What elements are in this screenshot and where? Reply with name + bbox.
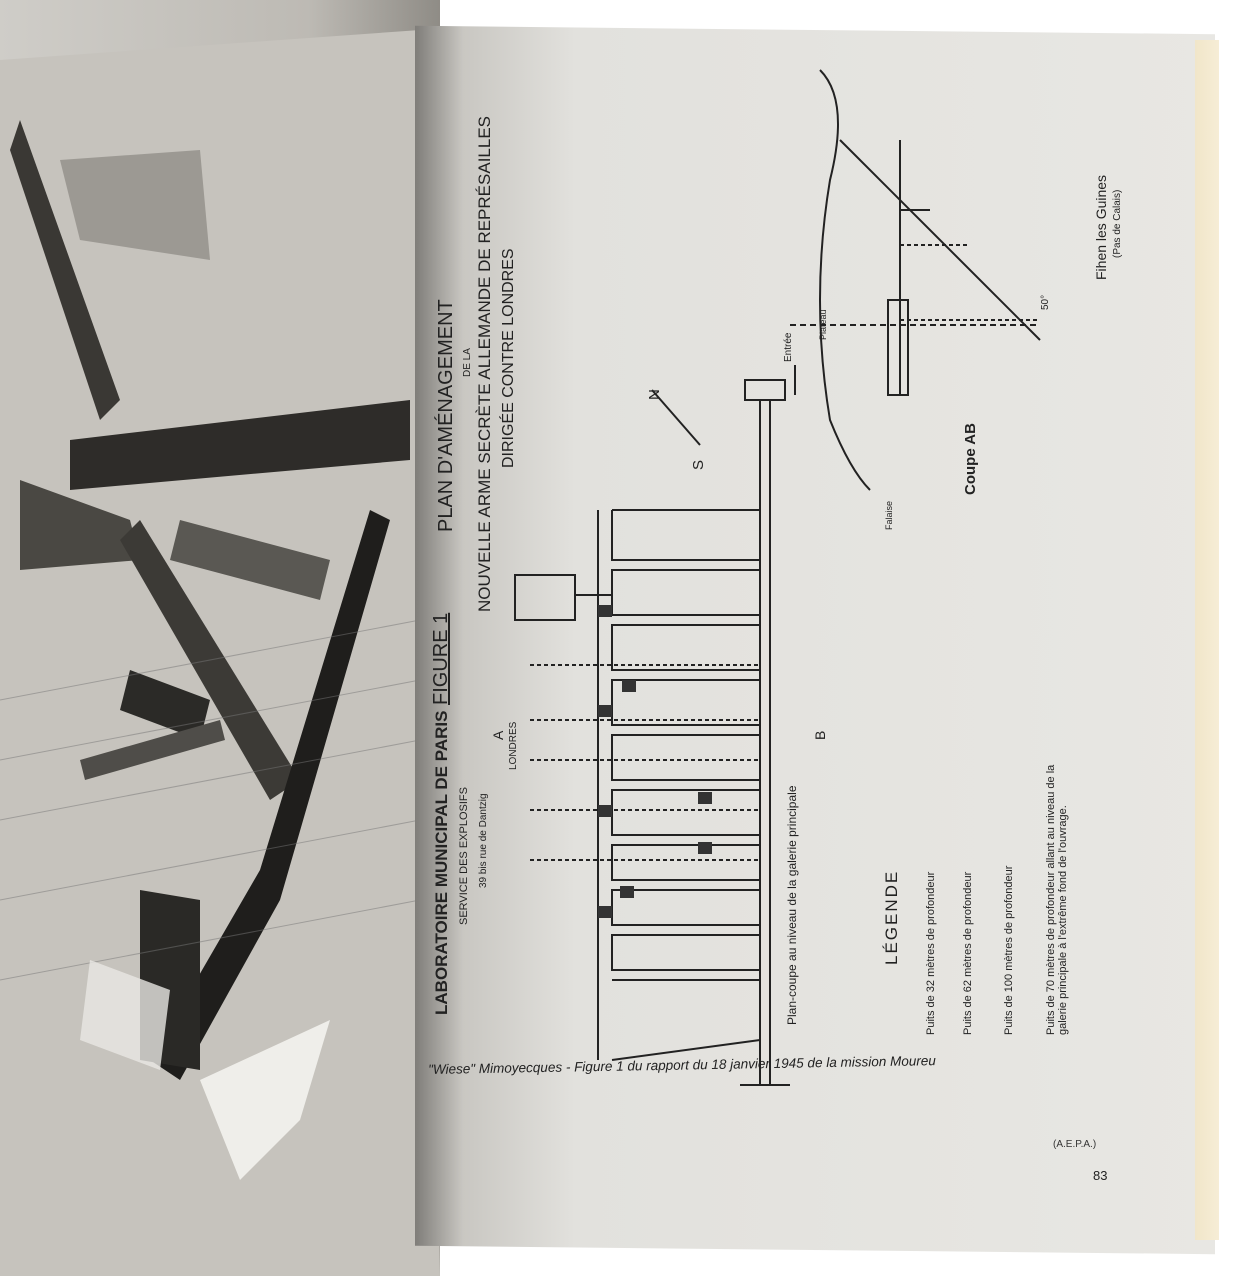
photo-credit: (A.E.P.A.) <box>1053 1139 1097 1150</box>
londres-label: LONDRES <box>508 721 519 770</box>
plateau-label: Plateau <box>818 309 828 340</box>
legend-item-4: Puits de 70 mètres de profondeur allant au niveau de la galerie principale à l'extrême fond de l'ouvrage. <box>1045 764 1069 1035</box>
plan-de-la: DE LA <box>462 348 473 377</box>
point-a-label: A <box>490 730 506 740</box>
plan-title: PLAN D'AMÉNAGEMENT <box>435 299 457 532</box>
falaise-label: Falaise <box>884 500 894 530</box>
compass-n-label: N <box>646 389 663 400</box>
plan-subtitle: NOUVELLE ARME SECRÈTE ALLEMANDE DE REPRÉSAILLES <box>475 115 494 612</box>
legend-item-3: Puits de 100 mètres de profondeur <box>1003 865 1015 1035</box>
site-region: (Pas de Calais) <box>1112 189 1123 258</box>
point-b-label: B <box>812 730 828 740</box>
legend-item-1: Puits de 32 mètres de profondeur <box>925 871 937 1035</box>
angle-label: 50° <box>1040 294 1051 310</box>
page-number: 83 <box>1093 1168 1108 1183</box>
inclined-shaft <box>840 140 1040 340</box>
lab-title: LABORATOIRE MUNICIPAL DE PARIS <box>432 710 451 1015</box>
lab-service: SERVICE DES EXPLOSIFS <box>458 787 470 925</box>
lab-address: 39 bis rue de Dantzig <box>478 793 489 888</box>
entrance-block <box>745 380 785 400</box>
plan-coupe-note: Plan-coupe au niveau de la galerie principale <box>785 785 799 1025</box>
coupe-ab-label: Coupe AB <box>962 423 979 495</box>
figure-caption: "Wiese" Mimoyecques - Figure 1 du rapport du 18 janvier 1945 de la mission Moureu <box>428 1053 936 1077</box>
legend-item-2: Puits de 62 mètres de profondeur <box>962 871 974 1035</box>
site-name: Fihen les Guines <box>1093 174 1109 280</box>
legend-title: LÉGENDE <box>882 869 901 965</box>
plan-dirigee: DIRIGÉE CONTRE LONDRES <box>500 248 517 468</box>
entree-label: Entrée <box>783 332 794 362</box>
compass-s-label: S <box>690 459 707 470</box>
figure-label: FIGURE 1 <box>430 612 452 705</box>
aux-chamber <box>515 575 575 620</box>
